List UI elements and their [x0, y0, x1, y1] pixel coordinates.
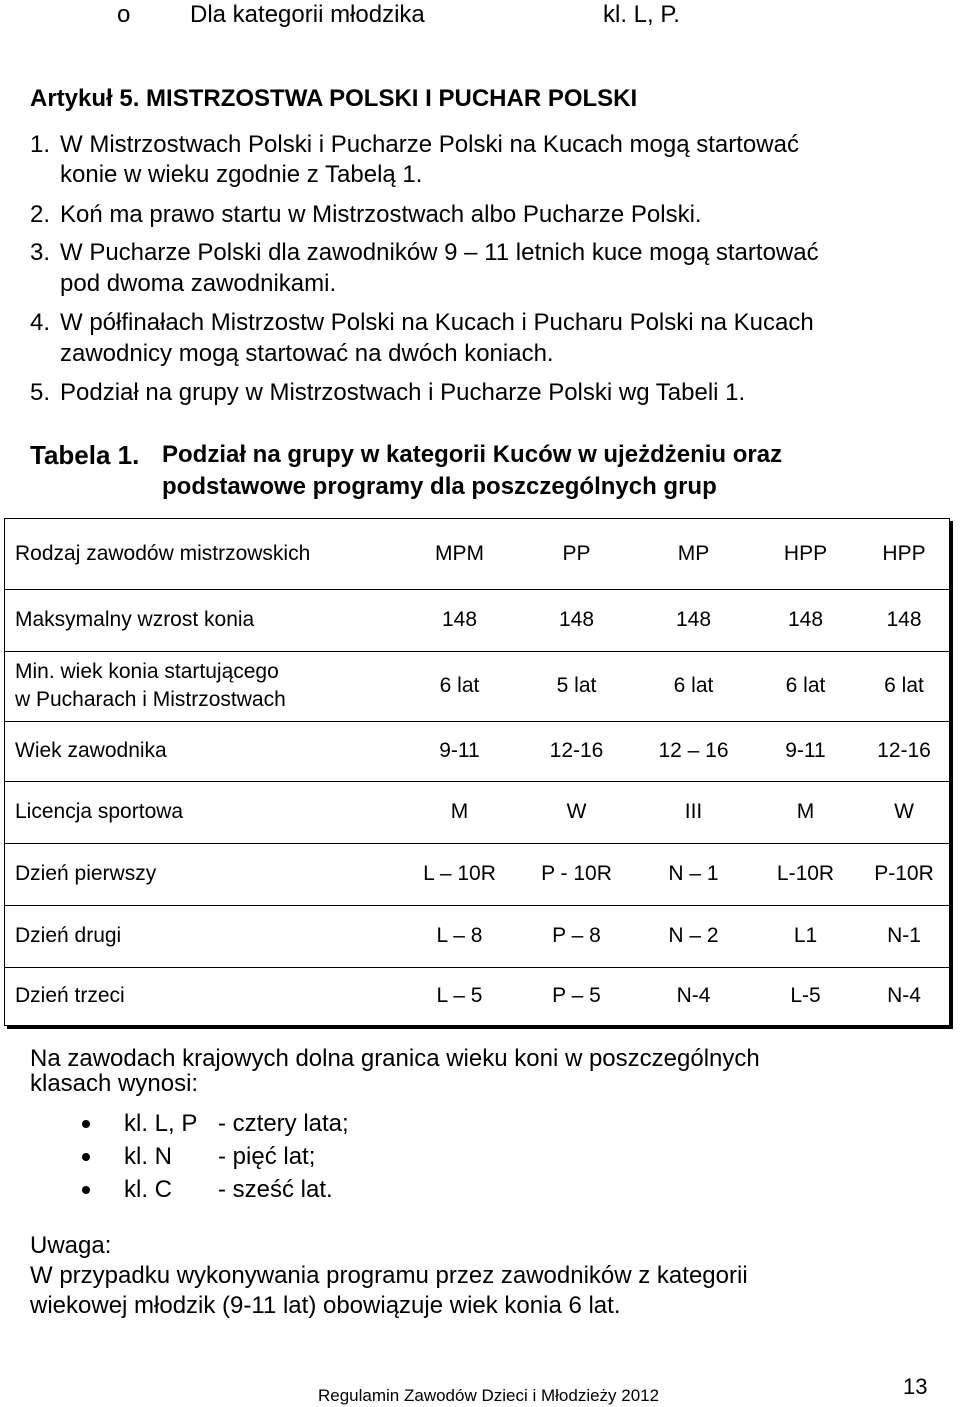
item-number: 3. [30, 239, 51, 266]
item-number: 5. [30, 379, 51, 406]
table-cell: P – 5 [552, 984, 601, 1008]
bullet-icon [82, 1186, 90, 1194]
page-number: 13 [903, 1374, 928, 1399]
row-label-line: w Pucharach i Mistrzostwach [15, 688, 286, 711]
row-label-line: Min. wiek konia startującego [15, 660, 279, 683]
list-bullet: o [117, 1, 131, 28]
table-cell: 9-11 [752, 721, 859, 781]
bullet-class: kl. L, P [124, 1110, 198, 1137]
table-cell: N – 2 [635, 905, 752, 967]
table-cell: MP [635, 519, 752, 589]
table-cell: N – 1 [635, 843, 752, 905]
bullet-desc: - cztery lata; [218, 1110, 349, 1137]
article-item-5 [30, 378, 745, 408]
table-cell: L – 8 [401, 905, 518, 967]
note-text: Na zawodach krajowych dolna granica wieku koni w poszczególnych [30, 1045, 760, 1072]
article-item-4 [30, 308, 814, 338]
table-cell: P - 10R [518, 843, 635, 905]
item-number: 1. [30, 131, 51, 158]
table-cell: M [401, 781, 518, 843]
table-cell: 6 lat [859, 651, 949, 721]
item-text: W Mistrzostwach Polski i Pucharze Polski na Kucach mogą startować [60, 131, 799, 158]
row-label: Rodzaj zawodów mistrzowskich [5, 519, 401, 589]
table-cell: L-5 [790, 984, 821, 1008]
table-cell: L – 10R [401, 843, 518, 905]
bullet-desc: - pięć lat; [218, 1143, 316, 1170]
row-label: Dzień drugi [5, 905, 401, 967]
table-cell: 12-16 [859, 721, 949, 781]
table-cell: HPP [752, 519, 859, 589]
bullet-icon [82, 1153, 90, 1161]
table-row [5, 967, 949, 1025]
category-classes: kl. L, P. [603, 1, 680, 28]
table-cell: MPM [401, 519, 518, 589]
bullet-desc: - sześć lat. [218, 1176, 333, 1203]
article-item-3 [30, 238, 819, 268]
table-cell: III [635, 781, 752, 843]
table-cell: 6 lat [752, 651, 859, 721]
article-item-1-cont: konie w wieku zgodnie z Tabelą 1. [60, 161, 423, 188]
item-text: W półfinałach Mistrzostw Polski na Kucach i Pucharu Polski na Kucach [60, 309, 814, 336]
table-row [5, 781, 949, 843]
row-label: Licencja sportowa [5, 781, 401, 843]
groups-table [4, 518, 950, 1026]
table-cell: 148 [859, 589, 949, 651]
table-cell: 9-11 [401, 721, 518, 781]
item-text: Podział na grupy w Mistrzostwach i Pucharze Polski wg Tabeli 1. [60, 379, 746, 406]
table-cell: W [859, 781, 949, 843]
table-cell: M [752, 781, 859, 843]
row-label [5, 651, 401, 721]
table-cell: L – 5 [436, 984, 483, 1008]
table-row [5, 519, 949, 589]
table-cell: L1 [752, 905, 859, 967]
item-text: W Pucharze Polski dla zawodników 9 – 11 letnich kuce mogą startować [60, 239, 819, 266]
table-row [5, 589, 949, 651]
bullet-class: kl. N [124, 1143, 172, 1170]
article-item-4-cont: zawodnicy mogą startować na dwóch koniach. [60, 340, 554, 367]
table-row [5, 843, 949, 905]
table-label: Tabela 1. [30, 440, 140, 470]
item-number: 2. [30, 201, 51, 228]
table-caption: Podział na grupy w kategorii Kuców w ujeżdżeniu oraz [162, 441, 783, 468]
table-cell: N-4 [676, 984, 711, 1008]
table-cell: 12 – 16 [635, 721, 752, 781]
remark-title: Uwaga: [30, 1232, 112, 1259]
item-text: Koń ma prawo startu w Mistrzostwach albo Pucharze Polski. [60, 201, 702, 228]
article-item-3-cont: pod dwoma zawodnikami. [60, 270, 337, 297]
remark-text: W przypadku wykonywania programu przez zawodników z kategorii [30, 1262, 748, 1289]
category-label: Dla kategorii młodzika [190, 1, 425, 28]
table-cell: P – 8 [518, 905, 635, 967]
page-footer: Regulamin Zawodów Dzieci i Młodzieży 2012 [318, 1386, 660, 1405]
bullet-icon [82, 1120, 90, 1128]
article-item-2 [30, 200, 702, 230]
table-cell: L-10R [752, 843, 859, 905]
table-cell: 6 lat [635, 651, 752, 721]
table-cell: N-1 [859, 905, 949, 967]
article-title: Artykuł 5. MISTRZOSTWA POLSKI I PUCHAR POLSKI [30, 85, 638, 112]
table-cell: 12-16 [518, 721, 635, 781]
table-cell: W [518, 781, 635, 843]
table-cell: 148 [635, 589, 752, 651]
row-label: Wiek zawodnika [5, 721, 401, 781]
table-cell: P-10R [859, 843, 949, 905]
table-row [5, 721, 949, 781]
row-label: Dzień trzeci [15, 984, 125, 1008]
table-caption-cont: podstawowe programy dla poszczególnych grup [162, 473, 717, 500]
table-cell: N-4 [887, 984, 921, 1008]
table-cell: 6 lat [401, 651, 518, 721]
table-cell: PP [518, 519, 635, 589]
remark-text-cont: wiekowej młodzik (9-11 lat) obowiązuje wiek konia 6 lat. [30, 1292, 621, 1319]
table-row [5, 905, 949, 967]
table-cell: 148 [518, 589, 635, 651]
table-cell: 148 [401, 589, 518, 651]
article-item-1 [30, 130, 928, 160]
row-label: Maksymalny wzrost konia [5, 589, 401, 651]
note-text-cont: klasach wynosi: [30, 1070, 199, 1097]
bullet-class: kl. C [124, 1176, 172, 1203]
table-cell: HPP [859, 519, 949, 589]
table-cell: 148 [752, 589, 859, 651]
table-cell: 5 lat [518, 651, 635, 721]
item-number: 4. [30, 309, 51, 336]
table-row [5, 651, 949, 721]
row-label: Dzień pierwszy [5, 843, 401, 905]
